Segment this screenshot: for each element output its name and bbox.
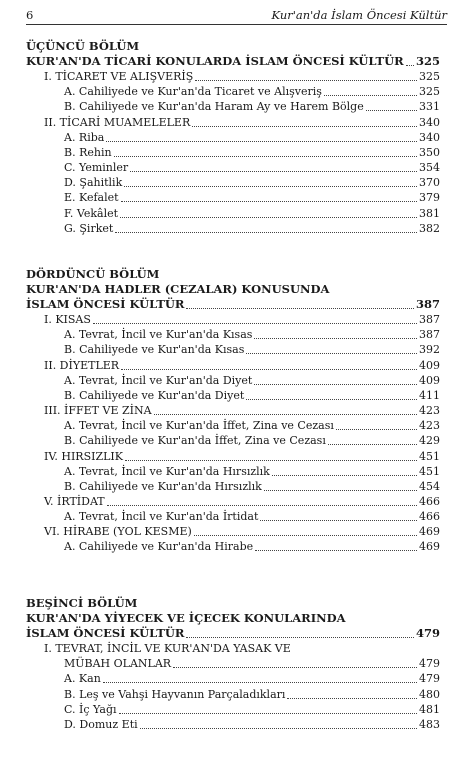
dot-leader <box>121 358 417 370</box>
toc-entry <box>26 220 440 235</box>
toc-entry <box>26 432 440 447</box>
toc-entry-page: 370 <box>419 176 440 190</box>
toc-entry-page: 387 <box>419 328 440 342</box>
toc-entry-page: 379 <box>419 191 440 205</box>
toc-entry <box>26 326 440 341</box>
toc-entry-page: 451 <box>419 449 440 463</box>
running-header <box>26 4 447 25</box>
dot-leader <box>173 656 417 668</box>
page-number: 6 <box>26 8 34 22</box>
toc-entry-label: D. Domuz Eti <box>64 717 138 731</box>
toc-entry-page: 411 <box>419 388 440 402</box>
dot-leader <box>106 130 417 142</box>
toc-entry-label: F. Vekâlet <box>64 206 119 220</box>
toc-entry-page: 325 <box>419 85 440 99</box>
dot-leader <box>406 54 414 66</box>
running-title: Kur'an'da İslam Öncesi Kültür <box>271 8 447 22</box>
toc-entry-page: 429 <box>419 434 440 448</box>
toc-entry <box>26 311 440 326</box>
toc-entry-page: 387 <box>415 297 440 311</box>
toc-entry-label: VI. HİRABE (YOL KESME) <box>44 525 192 539</box>
toc-entry-label: G. Şirket <box>64 221 114 235</box>
toc-entry-label: B. Cahiliyede ve Kur'an'da Hırsızlık <box>64 479 262 493</box>
toc-entry-label: D. Şahitlik <box>64 176 123 190</box>
dot-leader <box>324 84 417 96</box>
toc-entry <box>26 448 440 463</box>
toc-entry-page: 481 <box>419 702 440 716</box>
dot-leader <box>154 403 417 415</box>
dot-leader <box>140 717 417 729</box>
toc-entry <box>26 68 440 83</box>
toc-entry-page: 423 <box>419 404 440 418</box>
toc-entry-page: 381 <box>419 206 440 220</box>
toc-entry-label: B. Leş ve Vahşi Hayvanın Parçaladıkları <box>64 687 286 701</box>
dot-leader <box>107 494 417 506</box>
dot-leader <box>336 418 417 430</box>
toc-entry <box>26 493 440 508</box>
toc-entry-page: 354 <box>419 161 440 175</box>
toc-entry-page: 340 <box>419 115 440 129</box>
toc-entry <box>26 625 440 640</box>
toc-entry-page: 480 <box>419 687 440 701</box>
toc-entry-label: II. TİCARİ MUAMELELER <box>44 115 191 129</box>
dot-leader <box>103 671 417 683</box>
toc-entry-label: A. Tevrat, İncil ve Kur'an'da Diyet <box>64 373 253 387</box>
toc-entry-page: 350 <box>419 145 440 159</box>
section-title-line: KUR'AN'DA HADLER (CEZALAR) KONUSUNDA <box>26 282 330 296</box>
toc-entry-label: C. İç Yağı <box>64 702 117 716</box>
toc-entry-page: 469 <box>419 540 440 554</box>
toc-entry-page: 466 <box>419 510 440 524</box>
toc-entry-page: 387 <box>419 313 440 327</box>
dot-leader <box>192 115 417 127</box>
toc-entry-page: 409 <box>419 358 440 372</box>
dot-leader <box>93 312 417 324</box>
toc-entry-page: 479 <box>419 672 440 686</box>
section-heading: DÖRDÜNCÜ BÖLÜM <box>26 267 160 281</box>
dot-leader <box>120 206 417 218</box>
toc-entry-page: 392 <box>419 343 440 357</box>
toc-entry-label: B. Cahiliyede ve Kur'an'da Kısas <box>64 343 245 357</box>
toc-entry <box>26 523 440 538</box>
section-heading: ÜÇÜNCÜ BÖLÜM <box>26 39 140 53</box>
toc-entry-label: I. TİCARET VE ALIŞVERİŞ <box>44 70 194 84</box>
dot-leader <box>246 388 417 400</box>
toc-entry-page: 423 <box>419 419 440 433</box>
dot-leader <box>119 702 417 714</box>
toc-entry <box>26 372 440 387</box>
toc-entry <box>26 341 440 356</box>
toc-entry-page: 340 <box>419 130 440 144</box>
toc-entry-label: I. TEVRAT, İNCİL VE KUR'AN'DA YASAK VE <box>44 642 291 656</box>
toc-entry <box>26 402 440 417</box>
toc-entry-page: 331 <box>419 100 440 114</box>
dot-leader <box>186 297 414 309</box>
toc-entry <box>26 478 440 493</box>
toc-entry-page: 479 <box>415 626 440 640</box>
toc-entry-page: 483 <box>419 717 440 731</box>
section-heading: BEŞİNCİ BÖLÜM <box>26 596 138 610</box>
toc-entry-page: 451 <box>419 464 440 478</box>
dot-leader <box>124 175 417 187</box>
toc-entry <box>26 174 440 189</box>
toc-entry <box>26 670 440 685</box>
dot-leader <box>254 327 417 339</box>
toc-entry <box>26 129 440 144</box>
section-title-line: KUR'AN'DA YİYECEK VE İÇECEK KONULARINDA <box>26 611 346 625</box>
toc-entry <box>26 387 440 402</box>
dot-leader <box>246 342 417 354</box>
dot-leader <box>125 449 417 461</box>
dot-leader <box>260 509 417 521</box>
toc-entry-label: E. Kefalet <box>64 191 119 205</box>
dot-leader <box>264 479 417 491</box>
dot-leader <box>121 190 417 202</box>
toc-entry <box>26 508 440 523</box>
toc-entry-label: MÜBAH OLANLAR <box>64 657 172 671</box>
dot-leader <box>114 145 417 157</box>
toc-entry <box>26 538 440 553</box>
toc-entry-label: B. Rehin <box>64 145 112 159</box>
toc-entry <box>26 417 440 432</box>
toc-entry-page: 325 <box>415 54 440 68</box>
toc-entry-page: 479 <box>419 657 440 671</box>
toc-entry-label: A. Tevrat, İncil ve Kur'an'da İffet, Zina ve Cezası <box>64 419 334 433</box>
toc-entry-label: I. KISAS <box>44 313 91 327</box>
toc-entry <box>26 701 440 716</box>
toc-entry-page: 325 <box>419 70 440 84</box>
toc-entry-page: 454 <box>419 479 440 493</box>
toc-entry-page: 382 <box>419 221 440 235</box>
dot-leader <box>254 373 417 385</box>
toc-entry <box>26 83 440 98</box>
dot-leader <box>272 464 417 476</box>
toc-entry-label: V. İRTİDAT <box>44 494 105 508</box>
dot-leader <box>255 539 417 551</box>
dot-leader <box>287 687 417 699</box>
toc-entry-label: II. DİYETLER <box>44 358 120 372</box>
toc-entry-label: A. Tevrat, İncil ve Kur'an'da Kısas <box>64 328 253 342</box>
toc-entry-label: A. Tevrat, İncil ve Kur'an'da Hırsızlık <box>64 464 270 478</box>
toc-entry <box>26 114 440 129</box>
toc-entry-label: B. Cahiliyede ve Kur'an'da Diyet <box>64 388 245 402</box>
toc-entry-label: A. Cahiliyede ve Kur'an'da Hirabe <box>64 540 254 554</box>
dot-leader <box>130 160 417 172</box>
dot-leader <box>366 99 417 111</box>
toc-entry-page: 466 <box>419 494 440 508</box>
toc-entry-label: B. Cahiliyede ve Kur'an'da Haram Ay ve Harem Bölge <box>64 100 364 114</box>
toc-entry-page: 469 <box>419 525 440 539</box>
toc-entry-label: A. Riba <box>64 130 105 144</box>
toc-entry-label: C. Yeminler <box>64 161 129 175</box>
dot-leader <box>186 626 414 638</box>
toc-entry-label: IV. HIRSIZLIK <box>44 449 123 463</box>
toc-entry-label: A. Kan <box>64 672 101 686</box>
toc-entry-label: İSLAM ÖNCESİ KÜLTÜR <box>26 626 185 640</box>
toc-entry <box>26 159 440 174</box>
toc-entry <box>26 463 440 478</box>
dot-leader <box>115 221 417 233</box>
toc-entry-label: İSLAM ÖNCESİ KÜLTÜR <box>26 297 185 311</box>
toc-entry <box>26 357 440 372</box>
toc-entry <box>26 53 440 68</box>
toc-entry-label: III. İFFET VE ZİNA <box>44 404 152 418</box>
toc-entry <box>26 716 440 731</box>
toc-entry-page: 409 <box>419 373 440 387</box>
toc-entry-label: KUR'AN'DA TİCARİ KONULARDA İSLAM ÖNCESİ KÜLTÜR <box>26 54 404 68</box>
toc-entry <box>26 640 440 655</box>
toc-entry-label: A. Cahiliyede ve Kur'an'da Ticaret ve Alışveriş <box>64 85 322 99</box>
toc-entry <box>26 98 440 113</box>
toc-entry <box>26 189 440 204</box>
toc-entry <box>26 686 440 701</box>
toc-entry <box>26 296 440 311</box>
toc-entry-label: A. Tevrat, İncil ve Kur'an'da İrtidat <box>64 510 259 524</box>
toc-entry <box>26 655 440 670</box>
toc-entry-label: B. Cahiliyede ve Kur'an'da İffet, Zina ve Cezası <box>64 434 326 448</box>
dot-leader <box>195 69 417 81</box>
dot-leader <box>328 433 417 445</box>
toc-entry <box>26 205 440 220</box>
toc-entry <box>26 144 440 159</box>
dot-leader <box>194 524 417 536</box>
